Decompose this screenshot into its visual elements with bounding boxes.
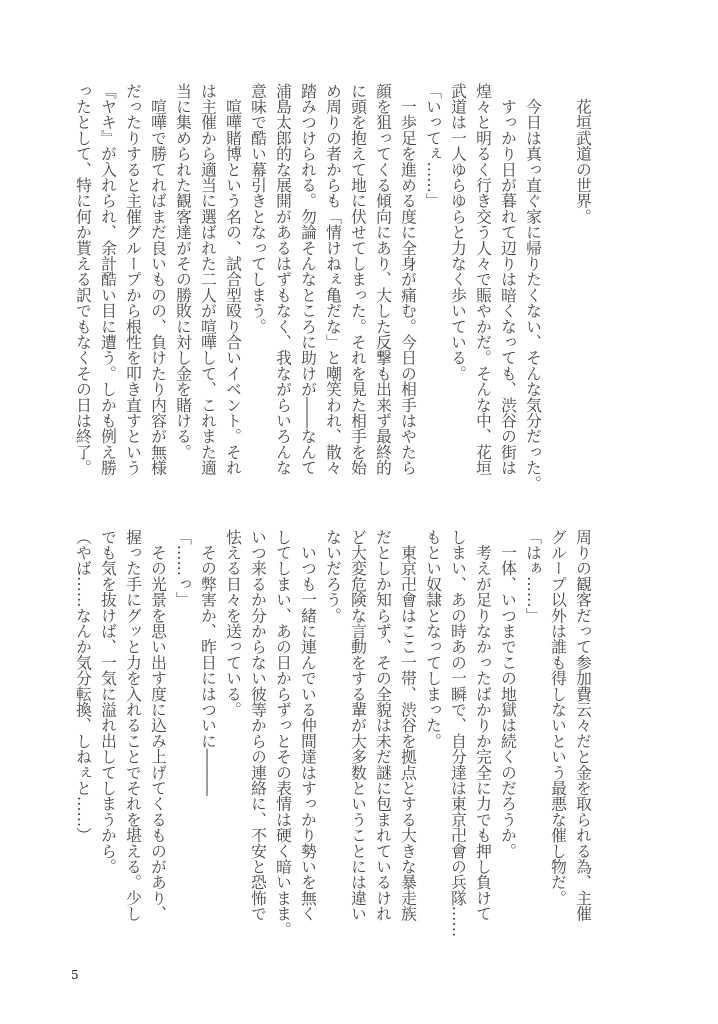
- dialogue-column: 「いってぇ……」: [424, 83, 443, 209]
- text-column: もとい奴隷となってしまった。: [424, 529, 443, 749]
- text-block-top: [70, 83, 596, 492]
- text-column: だとしか知らず、その全貌は未だ謎に包まれているけれ: [374, 529, 393, 922]
- text-column: してしまい、あの日からずっとその表情は硬く暗いまま。: [274, 529, 293, 938]
- text-column: 意味で酷い幕引きとなってしまう。: [249, 83, 268, 335]
- text-column: すっかり日が暮れて辺りは暗くなっても、渋谷の街は: [499, 83, 518, 476]
- text-column: いつ来るか分からない彼等からの連絡に、不安と恐怖で: [249, 529, 268, 922]
- text-column: でも気を抜けば、一気に溢れ出してしまうから。: [99, 529, 118, 875]
- text-column: しまい、あの時あの一瞬で、自分達は東京卍會の兵隊……: [449, 529, 468, 938]
- text-column: 一体、いつまでこの地獄は続くのだろうか。: [499, 529, 518, 859]
- text-column: は主催から適当に選ばれた二人が喧嘩して、これまた適: [199, 83, 218, 476]
- text-column: め周りの者からも「情けねぇ亀だな」と嘲笑われ、散々: [324, 83, 343, 476]
- text-column: 握った手にグッと力を入れることでそれを堪える。少し: [124, 529, 143, 922]
- text-column: 浦島太郎的な展開があるはずもなく、我ながらいろんな: [274, 83, 293, 476]
- text-column: 今日は真っ直ぐ家に帰りたくない、そんな気分だった。: [524, 83, 543, 492]
- text-column: 武道は一人ゆらゆらと力なく歩いている。: [449, 83, 468, 382]
- blank-column: [546, 83, 571, 479]
- dialogue-column: 「……っ」: [174, 529, 193, 608]
- text-column: 喧嘩賭博という名の、試合型殴り合いイベント。それ: [224, 83, 243, 476]
- text-column: その光景を思い出す度に込み上げてくるものがあり、: [149, 529, 168, 922]
- text-column: 踏みつけられる。勿論そんなところに助けが――なんて: [299, 83, 318, 476]
- page-number: 5: [71, 968, 79, 982]
- text-column: 顔を狙ってくる傾向にあり、大した反撃も出来ず最終的: [374, 83, 393, 476]
- text-column: グループ以外は誰も得しないという最悪な催し物だ。: [549, 529, 568, 906]
- text-column: その弊害か、昨日にはついに―――: [199, 529, 218, 796]
- text-column: 一歩足を進める度に全身が痛む。今日の相手はやたら: [399, 83, 418, 476]
- text-column: ど大変危険な言動をする輩が大多数ということには違い: [349, 529, 368, 922]
- text-column: 喧嘩で勝てればまだ良いものの、負けたり内容が無様: [149, 83, 168, 476]
- text-column: 怯える日々を送っている。: [224, 529, 243, 718]
- text-column: 考えが足りなかったばかりか完全に力でも押し負けて: [474, 529, 493, 922]
- text-column: に頭を抱えて地に伏せてしまった。それを見た相手を始: [349, 83, 368, 476]
- text-column: 煌々と明るく行き交う人々で賑やかだ。そんな中、花垣: [474, 83, 493, 476]
- text-column: いつも一緒に連んでいる仲間達はすっかり勢いを無く: [299, 529, 318, 922]
- text-column: ったとして、特に何か貰える訳でもなくその日は終了。: [74, 83, 93, 476]
- text-column: 当に集められた観客達がその勝敗に対し金を賭ける。: [174, 83, 193, 460]
- chapter-title: 花垣武道の世界。: [574, 83, 593, 225]
- text-column: だったりすると主催グループから根性を叩き直すという: [124, 83, 143, 476]
- text-column: 東京卍會はここ一帯、渋谷を拠点とする大きな暴走族: [399, 529, 418, 922]
- text-block-bottom: [70, 529, 596, 938]
- dialogue-column: 「はぁ……」: [524, 529, 543, 624]
- text-column: ないだろう。: [324, 529, 343, 624]
- text-column: 周りの観客だって参加費云々だと金を取られる為、主催: [574, 529, 593, 922]
- monologue-column: （やば……なんか気分転換、しねぇと……）: [74, 529, 93, 843]
- text-column: 『ヤキ』が入れられ、余計酷い目に遭う。しかも例え勝: [99, 83, 118, 476]
